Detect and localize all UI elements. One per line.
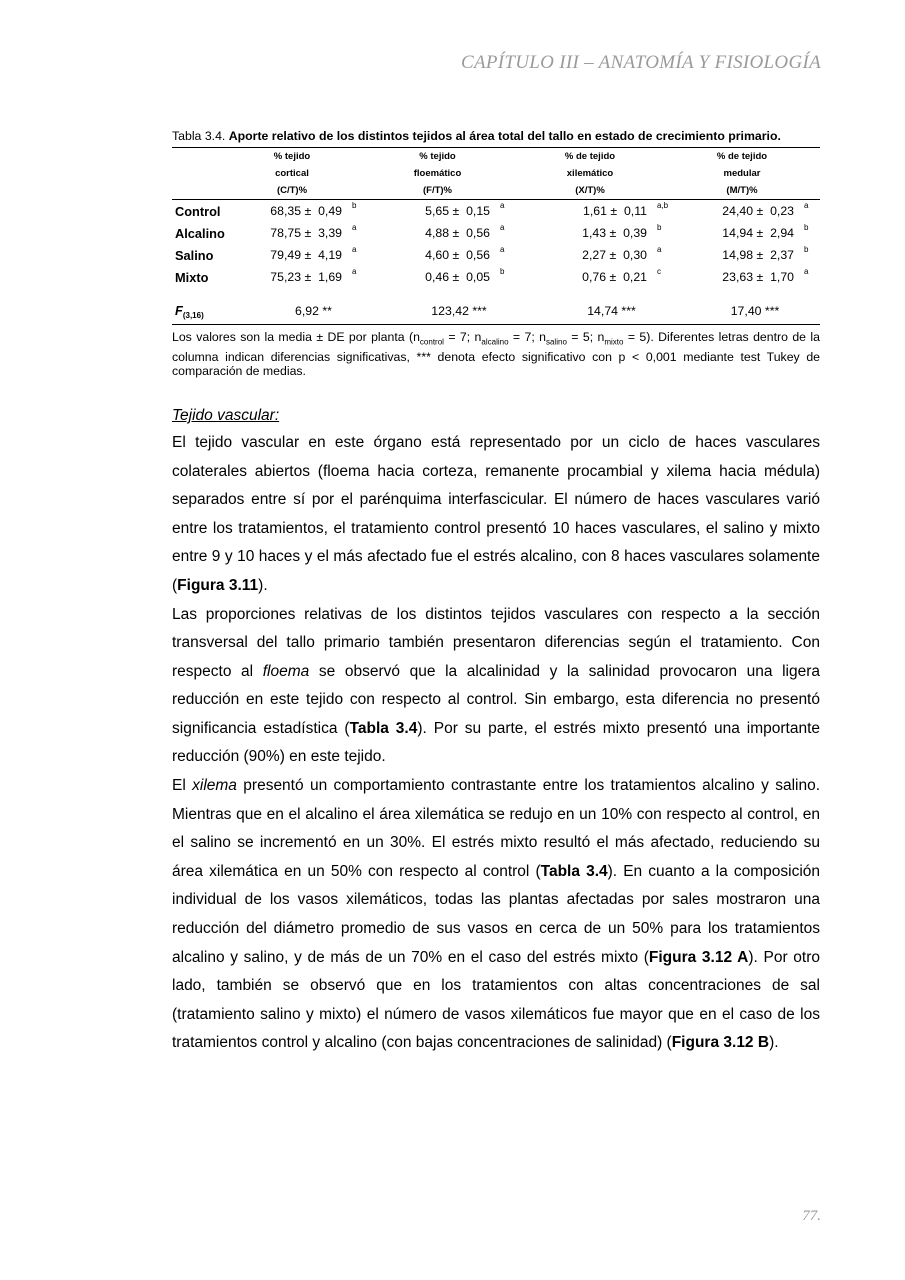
cell-letter: b [804, 245, 809, 254]
cell-value: 1,43 ± 0,39 [582, 226, 647, 240]
table-reference: Tabla 3.4 [540, 862, 608, 880]
page-number: 77. [802, 1208, 821, 1224]
cell-letter: a [352, 223, 357, 232]
cell-value: 23,63 ± 1,70 [722, 270, 794, 284]
cell-value: 5,65 ± 0,15 [425, 204, 490, 218]
body-text [172, 429, 820, 1058]
f-statistic-label: $F_{(3,16)}$ [175, 302, 204, 320]
cell-letter: a [352, 245, 357, 254]
table-row-f-statistic [172, 288, 820, 325]
table-row-mixto [172, 266, 820, 288]
cell-letter: a [804, 267, 809, 276]
table-row-alcalino [172, 222, 820, 244]
cell-letter: a [352, 267, 357, 276]
table-row-control [172, 200, 820, 223]
cell-value: 4,88 ± 0,56 [425, 226, 490, 240]
cell-letter: b [500, 267, 505, 276]
cell-letter: b [657, 223, 662, 232]
cell-value: 75,23 ± 1,69 [270, 270, 342, 284]
cell-value: 14,98 ± 2,37 [722, 248, 794, 262]
paragraph: Las proporciones relativas de los distintos tejidos vasculares con respecto a la sección transversal del tallo primario también presentaron diferencias según el tratamiento. Con respecto al floema se observó que la alcalinidad y la salinidad provocaron una ligera reducción en este tejido con respecto al control. Sin embargo, esta diferencia no presentó significancia estadística (Tabla 3.4). Por su parte, el estrés mixto presentó una importante reducción (90%) en este tejido. [172, 605, 820, 766]
cell-letter: a [804, 201, 809, 210]
f-value: 123,42 *** [431, 304, 487, 318]
table-footnote: Los valores son la media ± DE por planta ($n_{control} = 7$; $n_{alcalino} = 7$; $n_{salino} = 5$; $n_{mixto} = 5$). Diferentes letras dentro de la columna indican diferencias significativas, *** denota efecto significativo con p < 0,001 mediante test Tukey de comparación de medias. [172, 330, 820, 379]
cell-letter: a [657, 245, 662, 254]
cell-value: 4,60 ± 0,56 [425, 248, 490, 262]
paragraph: El xilema presentó un comportamiento contrastante entre los tratamientos alcalino y salino. Mientras que en el alcalino el área xilemática se redujo en un 10% con respecto al control, en el salino se incrementó en un 30%. El estrés mixto resultó el más afectado, reduciendo su área xilemática en un 50% con respecto al control (Tabla 3.4). En cuanto a la composición individual de los vasos xilemáticos, todas las plantas afectadas por sales mostraron una reducción del diámetro promedio de sus vasos en cerca de un 50% para los tratamientos alcalino y salino, y de más de un 70% en el caso del estrés mixto (Figura 3.12 A). Por otro lado, también se observó que en los tratamientos con altas concentraciones de sal (tratamiento salino y mixto) el número de vasos xilemáticos fue mayor que en el caso de los tratamientos control y alcalino (con bajas concentraciones de salinidad) (Figura 3.12 B). [172, 777, 821, 1052]
table-header-row: (C/T)% (F/T)% (X/T)% (M/T)% [172, 182, 820, 200]
cell-letter: a,b [657, 201, 669, 210]
cell-letter: b [352, 201, 357, 210]
cell-value: 0,46 ± 0,05 [425, 270, 490, 284]
f-value: 14,74 *** [587, 304, 636, 318]
figure-reference: Figura 3.12 A [648, 948, 749, 966]
table-caption: Tabla 3.4. Aporte relativo de los distintos tejidos al área total del tallo en estado de crecimiento primario. [172, 129, 781, 143]
paragraph: El tejido vascular en este órgano está representado por un ciclo de haces vasculares colaterales abiertos (floema hacia corteza, remanente procambial y xilema hacia médula) separados entre sí por el parénquima interfascicular. El número de haces vasculares varió entre los tratamientos, el tratamiento control presentó 10 haces vasculares, el salino y mixto entre 9 y 10 haces y el más afectado fue el estrés alcalino, con 8 haces vasculares solamente (Figura 3.11). [172, 433, 820, 594]
row-label: Alcalino [175, 225, 225, 241]
row-label: Salino [175, 247, 214, 263]
col-header-xilematico: % de tejido [533, 148, 647, 166]
f-value: 6,92 ** [295, 304, 332, 318]
row-label: Mixto [175, 269, 209, 285]
figure-reference: Figura 3.11 [177, 576, 259, 594]
data-table [172, 147, 820, 325]
cell-value: 0,76 ± 0,21 [582, 270, 647, 284]
cell-letter: a [500, 201, 505, 210]
cell-value: 78,75 ± 3,39 [270, 226, 342, 240]
table-header-row: cortical floemático xilemático medular [275, 168, 761, 179]
cell-value: 14,94 ± 2,94 [722, 226, 794, 240]
cell-letter: b [804, 223, 809, 232]
cell-value: 79,49 ± 4,19 [270, 248, 342, 262]
figure-reference: Figura 3.12 B [671, 1034, 770, 1052]
cell-value: 2,27 ± 0,30 [582, 248, 647, 262]
table-caption-title: Aporte relativo de los distintos tejidos al área total del tallo en estado de crecimiento primario. [228, 129, 781, 143]
page-content [172, 128, 820, 1058]
col-header-floematico: % tejido [385, 148, 490, 166]
cell-letter: c [657, 267, 661, 276]
row-label: Control [175, 203, 221, 219]
table-header-row [172, 148, 820, 166]
col-header-cortical: % tejido [242, 148, 342, 166]
cell-letter: a [500, 245, 505, 254]
section-heading: Tejido vascular: [172, 406, 280, 424]
f-value: 17,40 *** [730, 304, 780, 318]
cell-value: 1,61 ± 0,11 [583, 204, 647, 218]
cell-letter: a [500, 223, 505, 232]
cell-value: 24,40 ± 0,23 [722, 204, 794, 218]
table-row-salino [172, 244, 820, 266]
table-reference: Tabla 3.4 [349, 719, 418, 737]
col-header-medular: % de tejido [690, 148, 794, 166]
cell-value: 68,35 ± 0,49 [270, 204, 342, 218]
running-header: CAPÍTULO III – ANATOMÍA Y FISIOLOGÍA [460, 52, 821, 73]
